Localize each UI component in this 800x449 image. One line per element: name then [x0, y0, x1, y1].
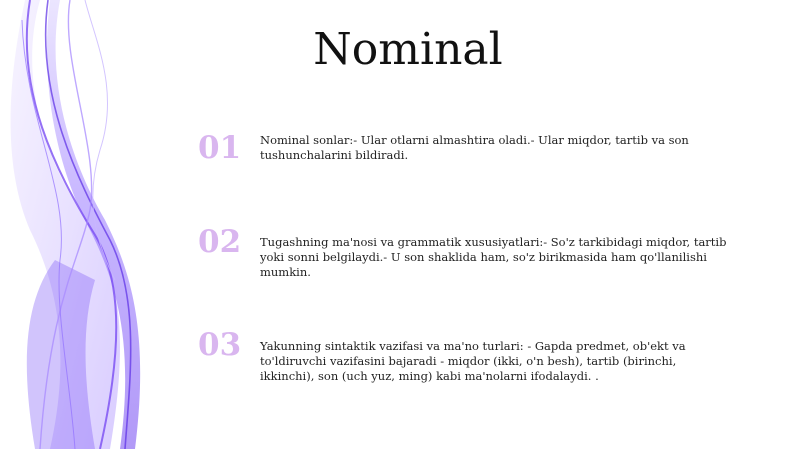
item-number-03: 03 [198, 327, 242, 363]
item-text-03: Yakunning sintaktik vazifasi va ma'no turlari: - Gapda predmet, ob'ekt va to'ldiruvchi vazifasini bajaradi - miqdor (ikki, o'n besh), tartib (birinchi, ikkinchi), son (uch yuz, ming) kabi ma'nolarni ifodalaydi. . [260, 339, 686, 383]
item-text-02: Tugashning ma'nosi va grammatik xususiyatlari:- So'z tarkibidagi miqdor, tartib yoki sonni belgilaydi.- U son shaklida ham, so'z birikmasida ham qo'llanilishi mumkin. [260, 235, 727, 279]
item-number-02: 02 [198, 224, 242, 260]
item-text-01: Nominal sonlar:- Ular otlarni almashtira oladi.- Ular miqdor, tartib va son tushunchalarini bildiradi. [260, 133, 689, 162]
slide-title: Nominal [313, 24, 503, 75]
item-number-01: 01 [198, 130, 242, 166]
